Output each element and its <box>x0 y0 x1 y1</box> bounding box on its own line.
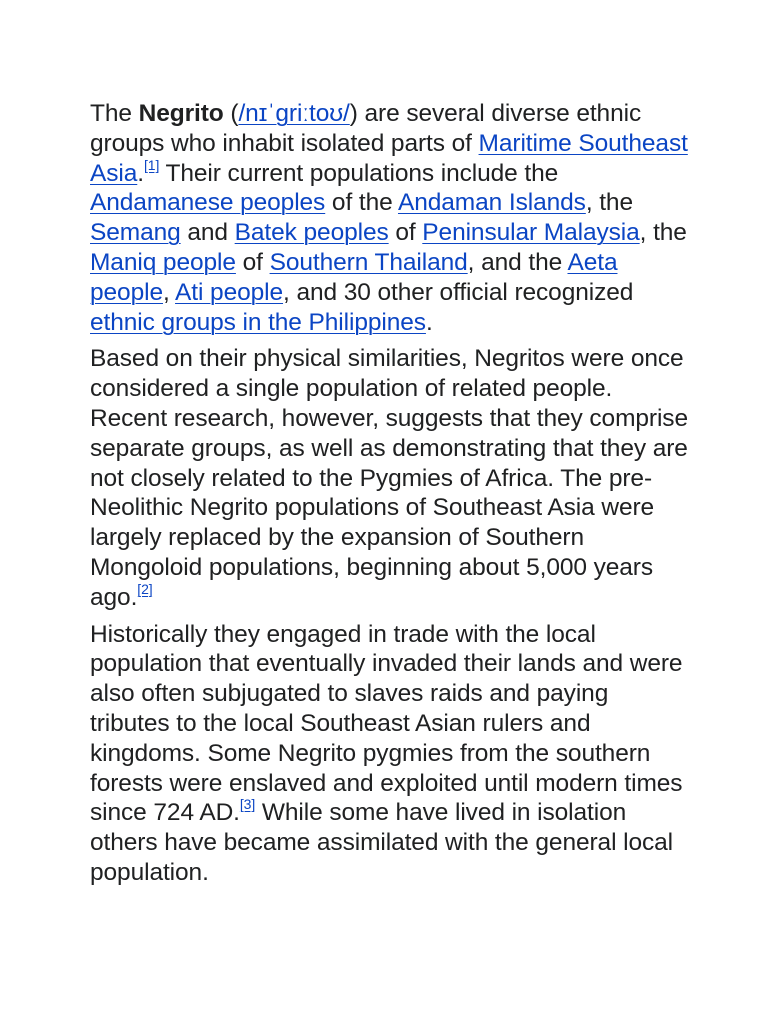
text-run: . <box>425 308 433 336</box>
paragraph-history-trade <box>90 620 690 888</box>
reference-3 <box>240 796 255 812</box>
link-semang[interactable]: Semang <box>90 219 181 247</box>
reference-link-2[interactable]: [2] <box>137 580 153 597</box>
link-aeta-people[interactable]: Aeta people <box>90 248 618 306</box>
text-run: of <box>235 248 270 276</box>
text-run: Their current populations include the <box>159 159 559 187</box>
text-run: of <box>388 219 423 247</box>
paragraph-intro <box>90 99 690 337</box>
text-run: and <box>180 219 235 247</box>
text-run: , and 30 other official recognized <box>283 278 634 306</box>
link-peninsular-malaysia[interactable]: Peninsular Malaysia <box>422 219 640 247</box>
reference-2 <box>137 581 152 597</box>
text-run: of the <box>325 189 398 217</box>
reference-link-3[interactable]: [3] <box>239 796 256 813</box>
text-run: , and the <box>467 248 568 276</box>
text-run: ( <box>223 100 239 127</box>
link-southern-thailand[interactable]: Southern Thailand <box>269 248 468 276</box>
link-ethnic-groups-philippines[interactable]: ethnic groups in the Philippines <box>90 308 426 336</box>
link-andaman-islands[interactable]: Andaman Islands <box>397 189 586 217</box>
reference-link-1[interactable]: [1] <box>143 156 160 173</box>
paragraph-history-population <box>90 344 690 612</box>
link-andamanese-peoples[interactable]: Andamanese peoples <box>90 189 326 217</box>
text-run: . <box>137 159 144 187</box>
bold-term-negrito: Negrito <box>138 100 224 127</box>
text-run: Historically they engaged in trade with the local population that eventually invaded their lands and were also often subjugated to slaves raids and paying tributes to the local Southeast Asian rulers and kingdoms. Some Negrito pygmies from the southern forests were enslaved and exploited until modern times since 724 AD. <box>90 620 683 827</box>
text-run: , <box>162 278 176 306</box>
article-body <box>90 99 690 895</box>
ipa-pronunciation-link[interactable]: /nɪˈɡriːtoʊ/ <box>238 100 350 127</box>
reference-1 <box>144 157 159 173</box>
link-batek-peoples[interactable]: Batek peoples <box>234 219 389 247</box>
link-ati-people[interactable]: Ati people <box>175 278 284 306</box>
text-run: While some have lived in isolation others have became assimilated with the general local population. <box>90 799 674 886</box>
text-run: Based on their physical similarities, Negritos were once considered a single population of related people. Recent research, however, suggests that they comprise separate groups, as well as demonstrating that they are not closely related to the Pygmies of Africa. The pre-Neolithic Negrito populations of Southeast Asia were largely replaced by the expansion of Southern Mongoloid populations, beginning about 5,000 years ago. <box>90 345 688 611</box>
text-run: ) are several diverse ethnic groups who inhabit isolated parts of <box>90 100 642 157</box>
text-run: The <box>90 100 139 127</box>
link-maritime-southeast-asia[interactable]: Maritime Southeast Asia <box>90 129 688 187</box>
text-run: , the <box>639 219 687 247</box>
text-run: , the <box>585 189 633 217</box>
link-maniq-people[interactable]: Maniq people <box>90 248 236 276</box>
